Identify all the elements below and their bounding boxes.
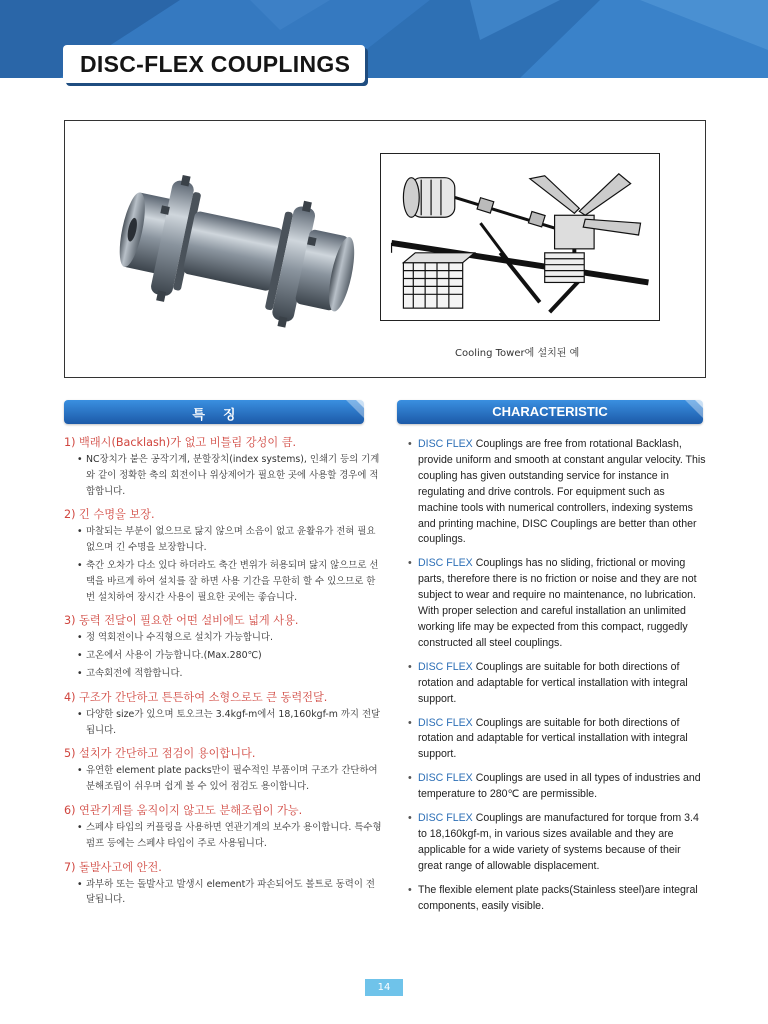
characteristic-text: Couplings are free from rotational Backlash, provide uniform and smooth at constant angular velocity. This coupling has given outstanding service for instance in regulating and drive controls. For equipment such as machine tools with numerical controllers, indexing systems and printing machine, DISC Couplings are better than other couplings.	[418, 438, 706, 546]
feature-item	[64, 763, 382, 795]
characteristic-paragraph	[406, 811, 706, 875]
bullet: •	[77, 708, 83, 720]
bullet: •	[77, 821, 83, 833]
feature-heading: 5) 설치가 간단하고 점검이 용이합니다.	[64, 747, 256, 761]
page-title: DISC-FLEX COUPLINGS	[80, 51, 351, 77]
feature-item	[64, 877, 382, 909]
bullet: •	[77, 454, 83, 465]
feature-item	[64, 648, 382, 664]
bullet: •	[408, 660, 412, 673]
feature-item	[64, 666, 382, 682]
korean-section-header	[64, 400, 364, 424]
brand-name: DISC FLEX	[418, 716, 473, 729]
feature-item-text: 축간 오차가 다소 있다 하더라도 축간 변위가 허용되며 닳지 않으므로 선택을 바르게 하여 설치를 잘 하면 사용 기간을 무한히 할 수 있으므로 한 번 설치하여 장시간 사용이 필요한 곳에는 좋습니다.	[86, 559, 379, 603]
figure-caption: Cooling Tower에 설치된 예	[455, 348, 580, 359]
feature-item	[64, 630, 382, 646]
feature-heading: 1) 백래시(Backlash)가 없고 비틀림 강성이 큼.	[64, 436, 297, 449]
feature-heading: 3) 동력 전달이 필요한 어떤 설비에도 넓게 사용.	[64, 614, 299, 628]
bullet: •	[77, 667, 83, 679]
brand-name: DISC FLEX	[418, 557, 473, 570]
feature-item	[64, 820, 382, 852]
feature-item-text: 과부하 또는 돌발사고 발생시 element가 파손되어도 볼트로 동력이 전달됩니다.	[86, 878, 375, 906]
bullet: •	[408, 812, 412, 825]
header-corner-decoration	[685, 400, 709, 424]
feature-item-text: 마찰되는 부분이 없으므로 닳지 않으며 소음이 없고 윤활유가 전혀 필요 없으며 긴 수명을 보장합니다.	[86, 526, 376, 554]
characteristic-paragraph	[406, 771, 706, 803]
characteristic-text: Couplings are manufactured for torque from 3.4 to 18,160kgf-m, in various sizes available and they are applicable for a wide variety of systems because of their great range of allowable displacement.	[418, 812, 699, 872]
page-number: 14	[365, 979, 403, 996]
feature-item-text: 스페샤 타입의 커플링을 사용하면 연관기계의 보수가 용이합니다. 특수형 펌프 등에는 스페샤 타입이 주로 사용됩니다.	[86, 821, 382, 849]
cooling-tower-diagram	[380, 153, 660, 321]
feature-item-text: 고속회전에 적합합니다.	[86, 667, 183, 679]
feature-heading: 2) 긴 수명을 보장.	[64, 508, 155, 522]
characteristic-text: Couplings has no sliding, frictional or moving parts, therefore there is no friction or noise and they are not subject to wear and require no maintenance, no lubrication. With proper selection and careful installation an unlimited working life may be expected from this compact, ruggedly constructed all steel couplings.	[418, 557, 697, 649]
korean-features-column	[64, 435, 382, 908]
bullet: •	[77, 650, 83, 662]
characteristic-paragraph	[406, 716, 706, 764]
english-section-title: CHARACTERISTIC	[492, 404, 608, 419]
bullet: •	[408, 716, 412, 729]
bullet: •	[408, 772, 412, 785]
feature-heading: 4) 구조가 간단하고 튼튼하여 소형으로도 큰 동력전달.	[64, 690, 328, 704]
english-section-header	[397, 400, 703, 424]
brand-name: DISC FLEX	[418, 438, 473, 450]
feature-item	[64, 558, 382, 605]
feature-item-text: NC장치가 붙은 공작기계, 분할장치(index systems), 인쇄기 등의 기계와 같이 정확한 축의 회전이나 위상제어가 필요한 곳에 사용할 경우에 적합합니다.	[86, 454, 380, 497]
feature-item-text: 고온에서 사용이 가능합니다.(Max.280℃)	[86, 650, 262, 662]
characteristic-text: The flexible element plate packs(Stainless steel)are integral components, easily visible.	[418, 883, 698, 912]
feature-item	[64, 452, 382, 499]
bullet: •	[77, 765, 83, 777]
title-box	[63, 45, 365, 83]
characteristic-paragraph	[406, 437, 706, 548]
bullet: •	[408, 883, 412, 896]
bullet: •	[408, 557, 412, 570]
korean-section-title: 특 징	[192, 407, 236, 422]
bullet: •	[77, 878, 83, 890]
feature-item-text: 정 역회전이나 수직형으로 설치가 가능합니다.	[86, 632, 273, 644]
feature-item	[64, 524, 382, 556]
characteristic-paragraph	[406, 556, 706, 651]
brand-name: DISC FLEX	[418, 660, 473, 673]
characteristic-text: Couplings are suitable for both directions of rotation and adaptable for vertical installation with integral support.	[418, 660, 688, 705]
brand-name: DISC FLEX	[418, 772, 473, 785]
feature-heading: 7) 돌발사고에 안전.	[64, 860, 162, 874]
feature-heading: 6) 연관기계를 움직이지 않고도 분해조립이 가능.	[64, 803, 303, 817]
characteristic-paragraph	[406, 660, 706, 708]
feature-item-text: 다양한 size가 있으며 토오크는 3.4kgf-m에서 18,160kgf-m 까지 전달됩니다.	[86, 708, 381, 736]
bullet: •	[77, 632, 83, 644]
bullet: •	[408, 438, 412, 450]
brand-name: DISC FLEX	[418, 812, 473, 825]
english-characteristics-column	[406, 437, 706, 922]
header-corner-decoration	[346, 400, 370, 424]
feature-item	[64, 707, 382, 739]
characteristic-paragraph	[406, 883, 706, 915]
feature-item-text: 유연한 element plate packs만이 필수적인 부품이며 구조가 간단하여 분해조립이 쉬우며 쉽게 볼 수 있어 점검도 용이합니다.	[86, 765, 378, 793]
characteristic-text: Couplings are suitable for both directions of rotation and adaptable for vertical installation with integral support.	[418, 716, 688, 761]
bullet: •	[77, 559, 83, 571]
bullet: •	[77, 526, 83, 538]
characteristic-text: Couplings are used in all types of industries and temperature to 280℃ are permissible.	[418, 772, 701, 801]
figure-frame	[64, 120, 706, 378]
coupling-photo	[107, 161, 357, 351]
